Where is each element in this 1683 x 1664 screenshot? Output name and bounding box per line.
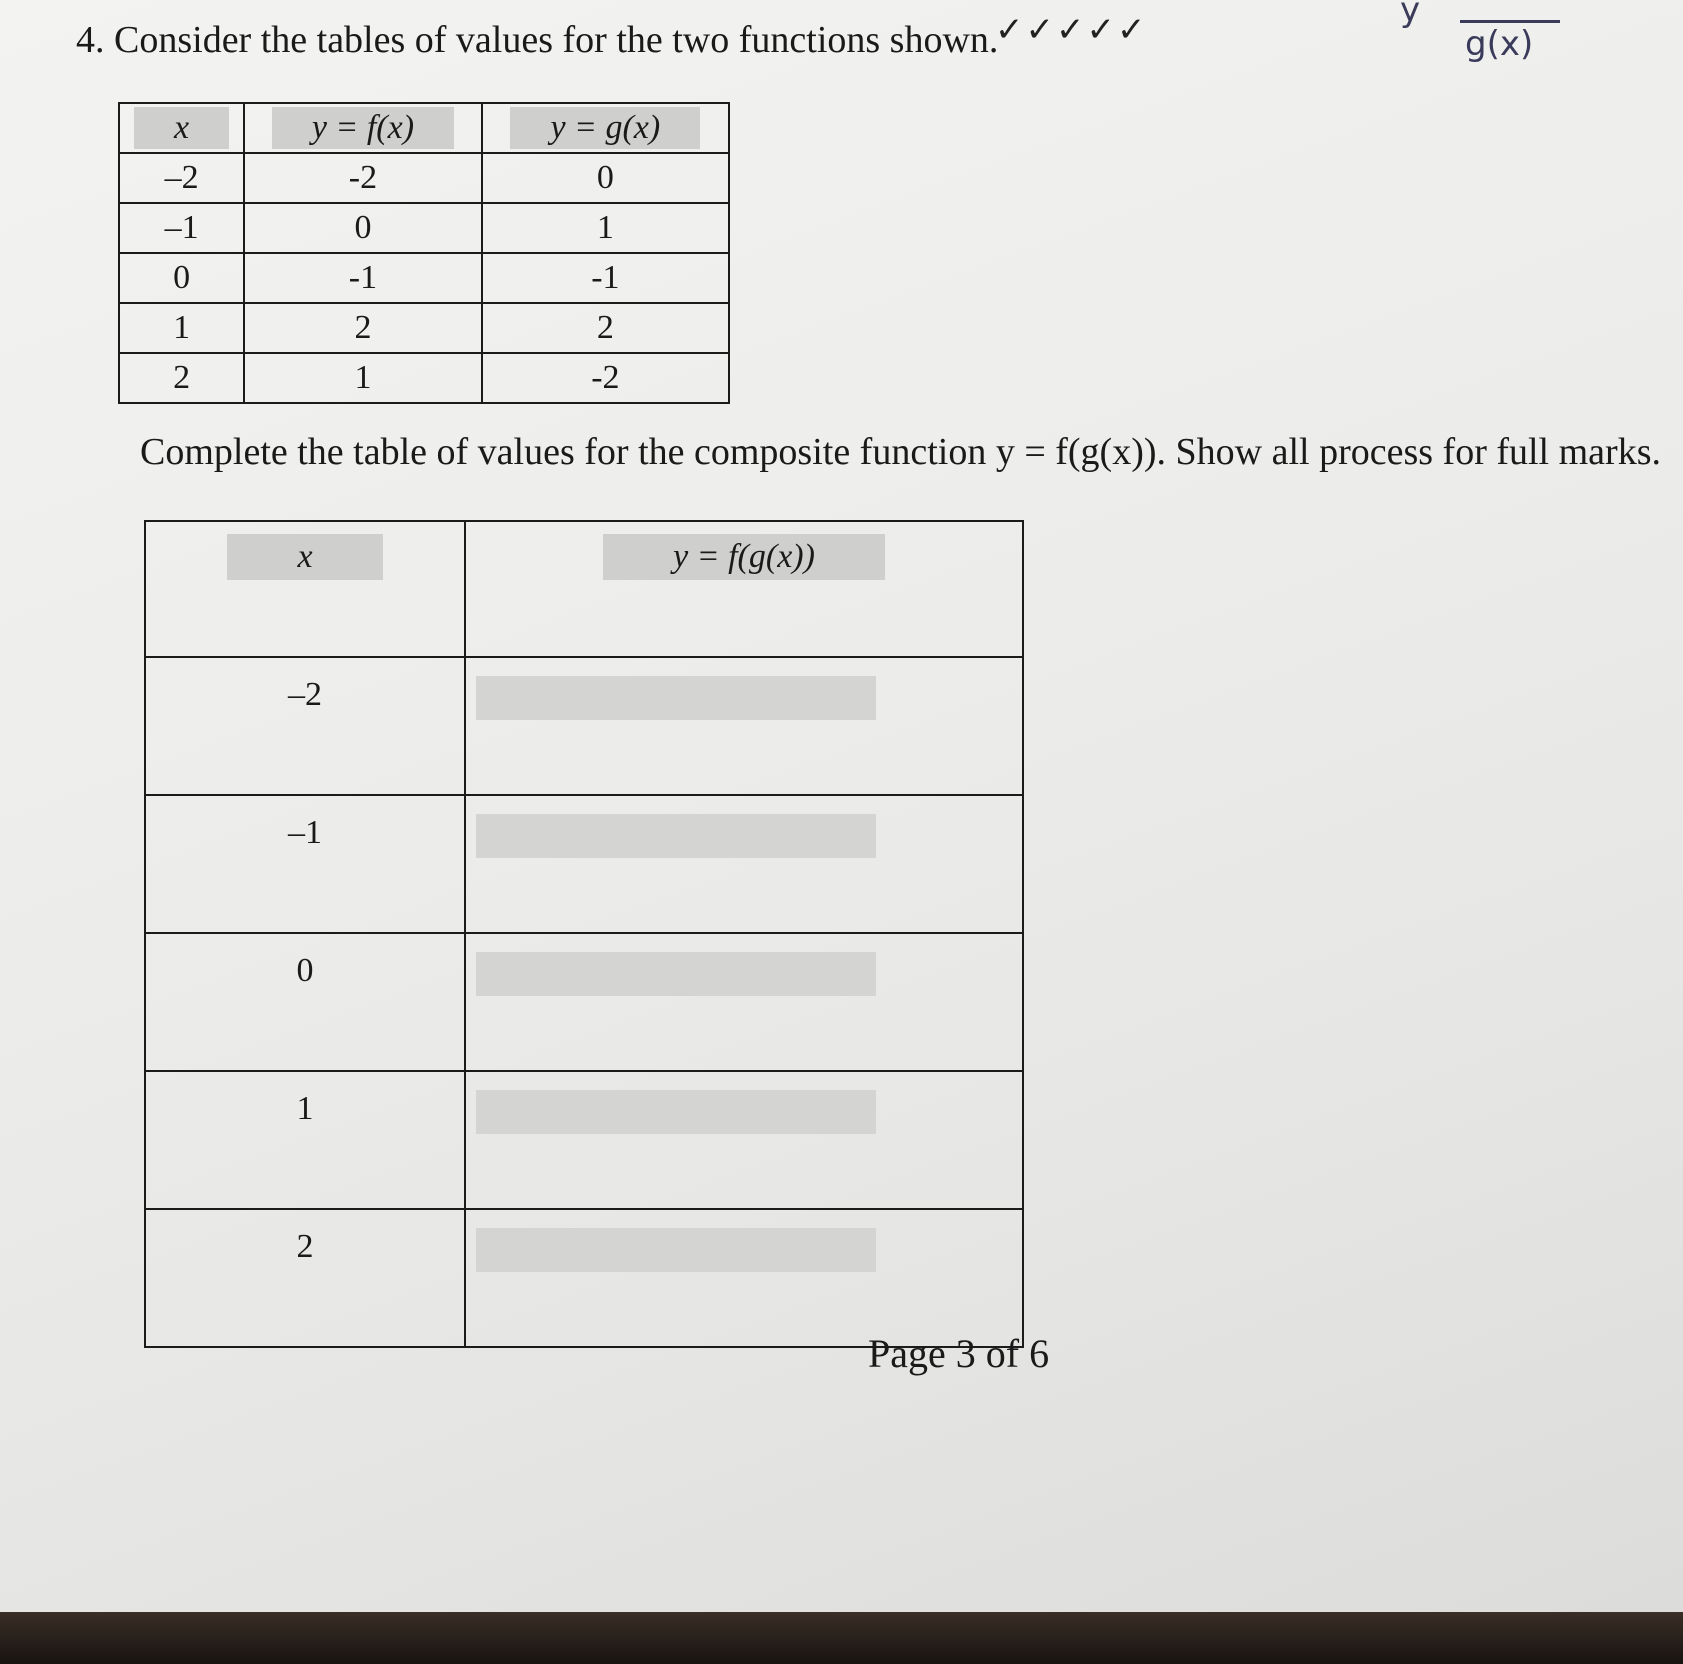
page-number: Page 3 of 6 <box>868 1331 1050 1376</box>
handwritten-note <box>1400 0 1580 70</box>
question-text: 4. Consider the tables of values for the two functions shown. <box>76 19 999 61</box>
answer-cell[interactable] <box>465 657 1023 795</box>
table-row <box>119 153 729 203</box>
function-values-table <box>118 102 730 404</box>
cell-gx: 1 <box>482 203 729 253</box>
cell-fx: 2 <box>244 303 482 353</box>
composite-function-table <box>144 520 1024 1348</box>
table-row <box>145 657 1023 795</box>
cell-x: 1 <box>119 303 244 353</box>
answer-cell[interactable] <box>465 1071 1023 1209</box>
cell-fx: 1 <box>244 353 482 403</box>
cell-x: –1 <box>119 203 244 253</box>
answer-shade <box>476 1090 876 1134</box>
instruction-text: Complete the table of values for the composite function y = f(g(x)). Show all process for full marks. <box>140 431 1661 473</box>
cell-x: 2 <box>145 1209 465 1347</box>
table-row <box>145 1071 1023 1209</box>
cell-gx: 2 <box>482 303 729 353</box>
table-row <box>119 253 729 303</box>
cell-x: 1 <box>145 1071 465 1209</box>
answer-cell[interactable] <box>465 1209 1023 1347</box>
header-x: x <box>145 521 465 657</box>
cell-gx: -2 <box>482 353 729 403</box>
cell-x: –1 <box>145 795 465 933</box>
table-row <box>145 933 1023 1071</box>
cell-x: 0 <box>145 933 465 1071</box>
cell-x: 0 <box>119 253 244 303</box>
cell-x: –2 <box>145 657 465 795</box>
fraction-bar <box>1460 20 1560 23</box>
cell-x: 2 <box>119 353 244 403</box>
answer-shade <box>476 676 876 720</box>
checkmarks: ✓✓✓✓✓ <box>995 10 1148 50</box>
header-x: x <box>119 103 244 153</box>
answer-shade <box>476 814 876 858</box>
table-header-row <box>119 103 729 153</box>
table-row <box>119 203 729 253</box>
answer-shade <box>476 1228 876 1272</box>
header-fx: y = f(x) <box>244 103 482 153</box>
header-gx: y = g(x) <box>482 103 729 153</box>
table-row <box>119 353 729 403</box>
cell-fx: 0 <box>244 203 482 253</box>
table-header-row <box>145 521 1023 657</box>
cell-gx: 0 <box>482 153 729 203</box>
answer-cell[interactable] <box>465 933 1023 1071</box>
cell-gx: -1 <box>482 253 729 303</box>
header-fgx: y = f(g(x)) <box>465 521 1023 657</box>
cell-fx: -1 <box>244 253 482 303</box>
table-row <box>145 795 1023 933</box>
answer-shade <box>476 952 876 996</box>
handwritten-note-prefix: y <box>1400 0 1421 30</box>
handwritten-note-denominator: g(x) <box>1465 24 1534 64</box>
cell-fx: -2 <box>244 153 482 203</box>
cell-x: –2 <box>119 153 244 203</box>
table-row <box>145 1209 1023 1347</box>
answer-cell[interactable] <box>465 795 1023 933</box>
desk-surface <box>0 1612 1683 1664</box>
table-row <box>119 303 729 353</box>
